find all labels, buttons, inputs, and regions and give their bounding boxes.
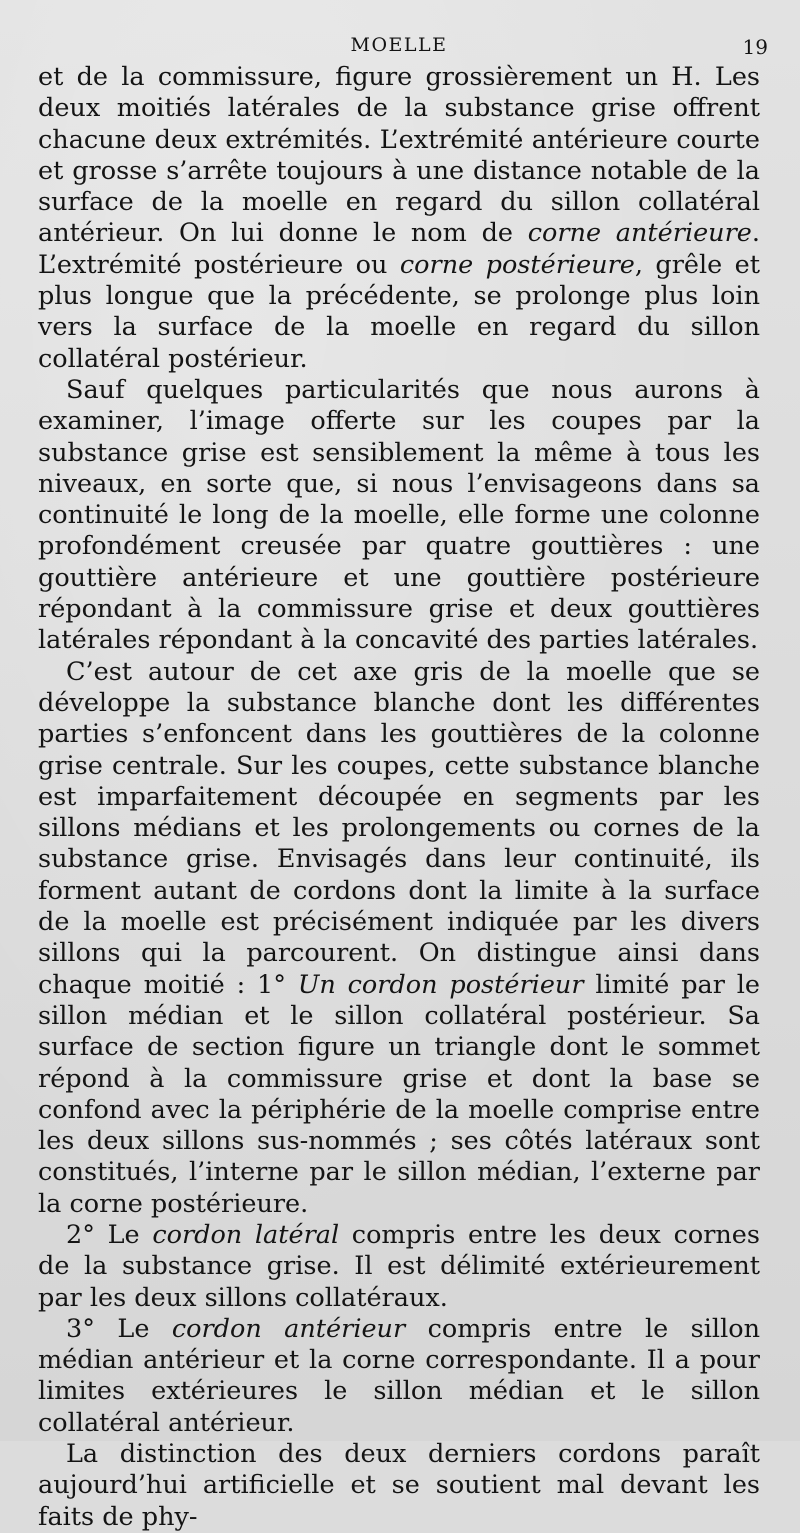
italic-term: corne antérieure: [527, 218, 752, 249]
paragraph: [38, 62, 760, 375]
paragraph: [38, 375, 760, 657]
paragraph: [38, 1439, 760, 1533]
text-run: , grêle et plus longue que la précédente, se prolonge plus loin vers la surface de la moelle en regard du sillon collatéral postérieur.: [38, 249, 761, 374]
text-run: . L’extrémité postérieure ou: [38, 218, 760, 280]
paragraph: [38, 1220, 760, 1314]
italic-term: corne postérieure: [399, 249, 635, 280]
paragraph: [38, 1314, 760, 1439]
running-title: MOELLE: [350, 34, 448, 56]
italic-term: Un cordon postérieur: [297, 969, 584, 1000]
text-run: La distinction des deux derniers cordons paraît aujourd’hui artificielle et se soutient mal devant les faits de phy-: [38, 1439, 760, 1532]
paragraph: [38, 657, 760, 1220]
italic-term: cordon latéral: [152, 1219, 340, 1250]
text-run: 3° Le: [66, 1313, 172, 1344]
text-run: et de la commissure, figure grossièrement un H. Les deux moitiés latérales de la substance grise offrent chacune deux extrémités. L’extrémité antérieure courte et grosse s’arrête toujours à une distance notable de la surface de la moelle en regard du sillon collatéral antérieur. On lui donne le nom de: [38, 62, 760, 249]
text-run: Sauf quelques particularités que nous aurons à examiner, l’image offerte sur les coupes par la substance grise est sensiblement la même à tous les niveaux, en sorte que, si nous l’envisageons dans sa continuité le long de la moelle, elle forme une colonne profondément creusée par quatre gouttières : une gouttière antérieure et une gouttière postérieure répondant à la commissure grise et deux gouttières latérales répondant à la concavité des parties latérales.: [38, 374, 760, 656]
text-run: 2° Le: [66, 1219, 153, 1250]
italic-term: cordon antérieur: [171, 1313, 406, 1344]
text-run: limité par le sillon médian et le sillon collatéral postérieur. Sa surface de section figure un triangle dont le sommet répond à la commissure grise et dont la base se confond avec la périphérie de la moelle comprise entre les deux sillons sus-nommés ; ses côtés latéraux sont constitués, l’interne par le sillon médian, l’externe par la corne postérieure.: [38, 969, 760, 1219]
text-run: C’est autour de cet axe gris de la moelle que se développe la substance blanche dont les différentes parties s’enfoncent dans les gouttières de la colonne grise centrale. Sur les coupes, cette substance blanche est imparfaitement découpée en segments par les sillons médians et les prolongements ou cornes de la substance grise. Envisagés dans leur continuité, ils forment autant de cordons dont la limite à la surface de la moelle est précisément indiquée par les divers sillons qui la parcourent. On distingue ainsi dans chaque moitié : 1°: [38, 656, 760, 1000]
page-header: [38, 30, 768, 62]
text-run: compris entre les deux cornes de la substance grise. Il est délimité extérieurement par les deux sillons collatéraux.: [38, 1219, 760, 1313]
text-run: compris entre le sillon médian antérieur et la corne correspondante. Il a pour limites extérieures le sillon médian et le sillon collatéral antérieur.: [38, 1313, 761, 1438]
body-text: [38, 62, 760, 1533]
page-number: 19: [742, 35, 768, 59]
